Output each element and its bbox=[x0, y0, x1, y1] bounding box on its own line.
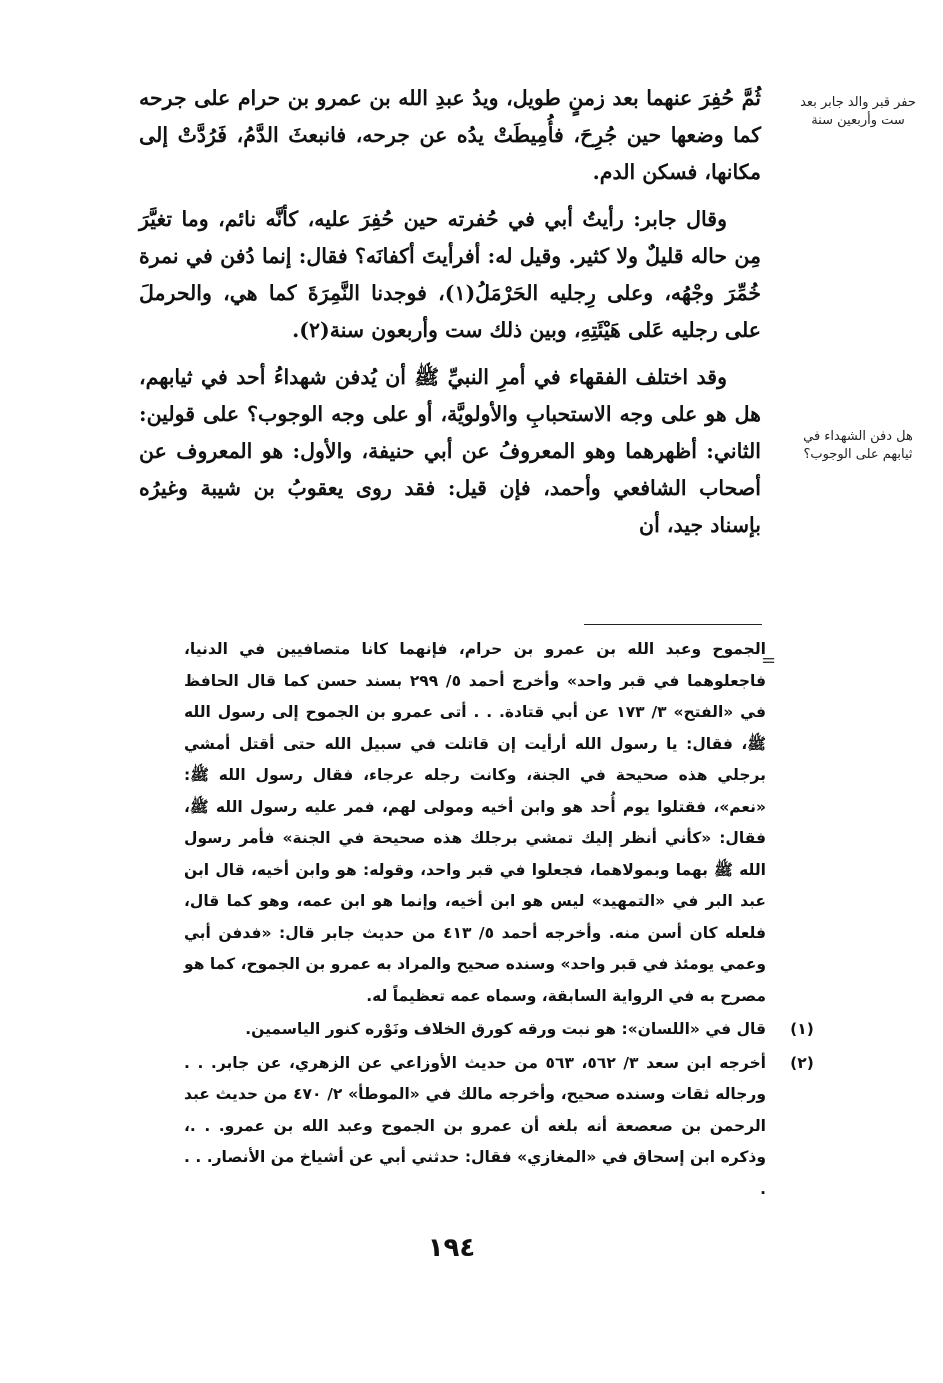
footnote-1-text: قال في «اللسان»: هو نبت ورقه كورق الخلاف ونَوْره كنور الياسمين. bbox=[245, 1020, 766, 1038]
footnote-1-number: (١) bbox=[790, 1020, 814, 1038]
main-text bbox=[139, 80, 761, 544]
footnotes-section bbox=[184, 634, 814, 1205]
footnote-continuation: الجموح وعبد الله بن عمرو بن حرام، فإنهما كانا متصافيين في الدنيا، فاجعلوهما في قبر واحد» وأخرج أحمد ٥/ ٢٩٩ بسند حسن كما قال الحافظ في «الفتح» ٣/ ١٧٣ عن أبي قتادة. . . أتى عمرو بن الجموح إلى رسول الله ﷺ، فقال: يا رسول الله أرأيت إن قاتلت في سبيل الله حتى أقتل أمشي برجلي هذه صحيحة في الجنة، وكانت رجله عرجاء، فقال رسول الله ﷺ: «نعم»، فقتلوا يوم أُحد هو وابن أخيه ومولى لهم، فمر عليه رسول الله ﷺ، فقال: «كأني أنظر إليك تمشي برجلك هذه صحيحة في الجنة» فأمر رسول الله ﷺ بهما وبمولاهما، فجعلوا في قبر واحد، وقوله: هو وابن أخيه، قال ابن عبد البر في «التمهيد» ليس هو ابن أخيه، وإنما هو ابن عمه، وهو كما قال، فلعله كان أسن منه. وأخرجه أحمد ٥/ ٤١٣ من حديث جابر قال: «فدفن أبي وعمي يومئذ في قبر واحد» وسنده صحيح والمراد به عمرو بن الجموح، كما هو مصرح به في الرواية السابقة، وسماه عمه تعظيماً له. bbox=[184, 640, 766, 1005]
footnote-2-text: أخرجه ابن سعد ٣/ ٥٦٢، ٥٦٣ من حديث الأوزاعي عن الزهري، عن جابر. . . ورجاله ثقات وسنده صحيح، وأخرجه مالك في «الموطأ» ٢/ ٤٧٠ من حديث عبد الرحمن بن صعصعة أنه بلغه أن عمرو بن الجموح وعبد الله بن عمرو. . .، وذكره ابن إسحاق في «المغازي» فقال: حدثني أبي عن أشياخ من الأنصار. . . . bbox=[184, 1053, 766, 1198]
margin-note-2: هل دفن الشهداء في ثيابهم على الوجوب؟ bbox=[803, 429, 913, 462]
paragraph-3: وقد اختلف الفقهاء في أمرِ النبيِّ ﷺ أن يُدفن شهداءُ أحد في ثيابهم، هل هو على وجه الاستحبابِ والأولويَّة، أو على وجه الوجوب؟ على قولين: الثاني: أظهرهما وهو المعروفُ عن أبي حنيفة، والأول: هو المعروف عن أصحاب الشافعي وأحمد، فإن قيل: فقد روى يعقوبُ بن شيبة وغيرُه بإسناد جيد، أن bbox=[139, 365, 761, 537]
footnote-separator bbox=[584, 624, 762, 625]
margin-note-1: حفر قبر والد جابر بعد ست وأربعين سنة bbox=[800, 95, 916, 128]
page-number: ١٩٤ bbox=[427, 1233, 476, 1263]
footnote-2-number: (٢) bbox=[790, 1053, 814, 1072]
paragraph-1: ثُمَّ حُفِرَ عنهما بعد زمنٍ طويل، ويدُ عبدِ الله بن عمرو بن حرام على جرحه كما وضعها حين جُرِحَ، فأُمِيطَتْ يدُه عن جرحه، فانبعثَ الدَّمُ، فَرُدَّتْ إلى مكانها، فسكن الدم. bbox=[139, 86, 761, 184]
paragraph-2: وقال جابر: رأيتُ أبي في حُفرته حين حُفِرَ عليه، كأنَّه نائم، وما تغيَّرَ مِن حاله قليلٌ ولا كثير. وقيل له: أفرأيتَ أكفانَه؟ فقال: إنما دُفن في نمرة خُمِّرَ وجْهُه، وعلى رِجليه الحَرْمَلُ(١)، فوجدنا النَّمِرَةَ كما هي، والحرملَ على رجليه عَلى هَيْئَتِهِ، وبين ذلك ست وأربعون سنة(٢). bbox=[139, 207, 761, 342]
footnote-continuation-mark: = bbox=[761, 650, 777, 671]
footnote-1 bbox=[184, 1014, 814, 1046]
footnote-2 bbox=[184, 1048, 814, 1206]
